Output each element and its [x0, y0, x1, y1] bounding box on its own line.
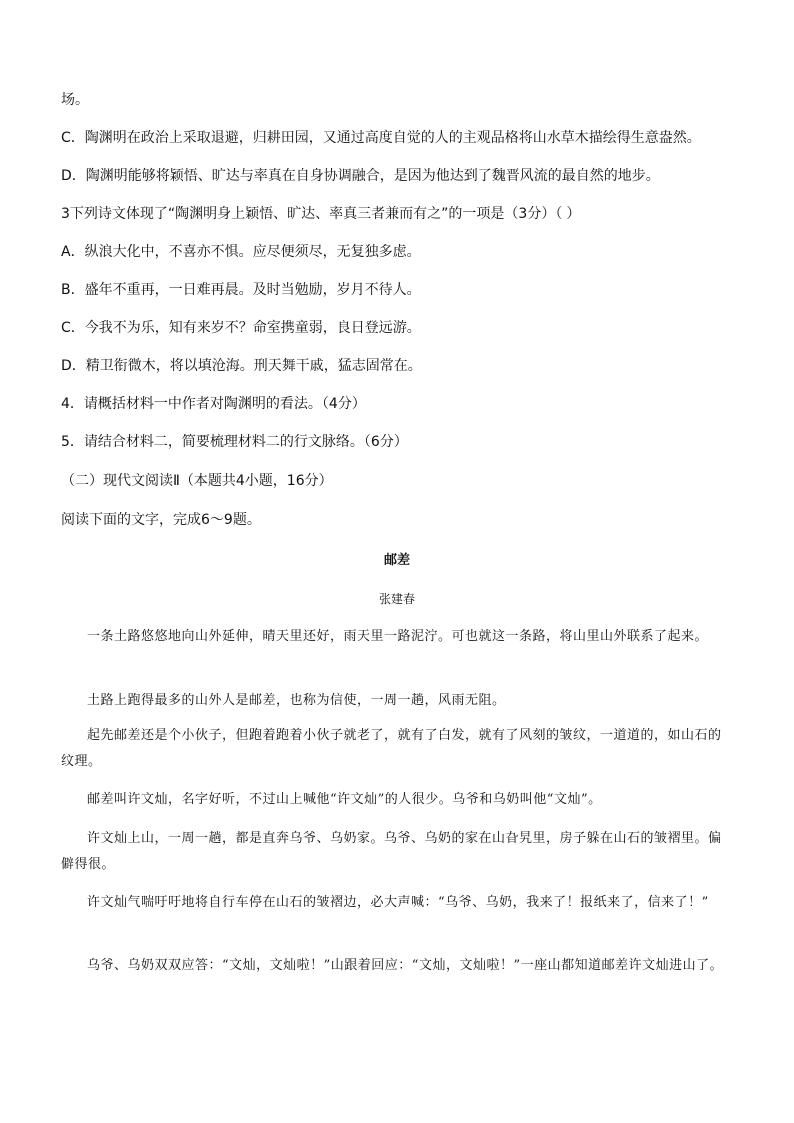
story-author: 张建春: [378, 592, 415, 606]
story-paragraph-3: 起先邮差还是个小伙子，但跑着跑着小伙子就老了，就有了白发，就有了风刻的皱纹，一道道的，如山石的纹理。: [61, 728, 722, 769]
option-c-q3: C．今我不为乐，知有来岁不？命室携童弱，良日登远游。: [61, 320, 421, 336]
story-title: 邮差: [383, 553, 410, 568]
story-paragraph-5: 许文灿上山，一周一趟，都是直奔乌爷、乌奶家。乌爷、乌奶的家在山旮旯里，房子躲在山石的皱褶里。偏僻得很。: [61, 831, 722, 872]
question-4: 4．请概括材料一中作者对陶渊明的看法。（4分）: [61, 396, 366, 412]
story-paragraph-6: 许文灿气喘吁吁地将自行车停在山石的皱褶边，必大声喊：“乌爷、乌奶，我来了！报纸来了，信来了！”: [87, 895, 709, 910]
question-3: [61, 205, 734, 223]
option-b-q3: B．盛年不重再，一日难再晨。及时当勉励，岁月不待人。: [61, 282, 421, 298]
story-paragraph-2: 土路上跑得最多的山外人是邮差，也称为信使，一周一趟，风雨无阻。: [87, 693, 506, 708]
option-c-q2: C．陶渊明在政治上采取退避，归耕田园，又通过高度自觉的人的主观品格将山水草木描绘得生意盎然。: [61, 130, 701, 146]
option-a-q3: A．纵浪大化中，不喜亦不惧。应尽便须尽，无复独多虑。: [61, 244, 421, 260]
story-paragraph-1: 一条土路悠悠地向山外延伸，晴天里还好，雨天里一路泥泞。可也就这一条路，将山里山外联系了起来。: [87, 629, 709, 644]
question-3-text: 3下列诗文体现了“陶渊明身上颖悟、旷达、率真三者兼而有之”的一项是（3分）（: [61, 206, 563, 222]
section-heading: （二）现代文阅读Ⅱ（本题共4小题，16分）: [61, 473, 333, 489]
text-line-continuation: 场。: [61, 92, 89, 108]
reading-instruction: 阅读下面的文字，完成6～9题。: [61, 512, 261, 528]
option-d-q2: D．陶渊明能够将颖悟、旷达与率真在自身协调融合，是因为他达到了魏晋风流的最自然的地步。: [61, 168, 660, 184]
story-paragraph-4: 邮差叫许文灿，名字好听，不过山上喊他“许文灿”的人很少。乌爷和乌奶叫他“文灿”。: [87, 792, 602, 807]
story-paragraph-7: 乌爷、乌奶双双应答：“文灿，文灿啦！”山跟着回应：“文灿，文灿啦！”一座山都知道邮差许文灿进山了。: [87, 958, 724, 973]
answer-bracket-close: ）: [566, 206, 589, 222]
question-5: 5．请结合材料二，简要梳理材料二的行文脉络。（6分）: [61, 434, 408, 450]
option-d-q3: D．精卫衔微木，将以填沧海。刑天舞干戚，猛志固常在。: [61, 358, 422, 374]
